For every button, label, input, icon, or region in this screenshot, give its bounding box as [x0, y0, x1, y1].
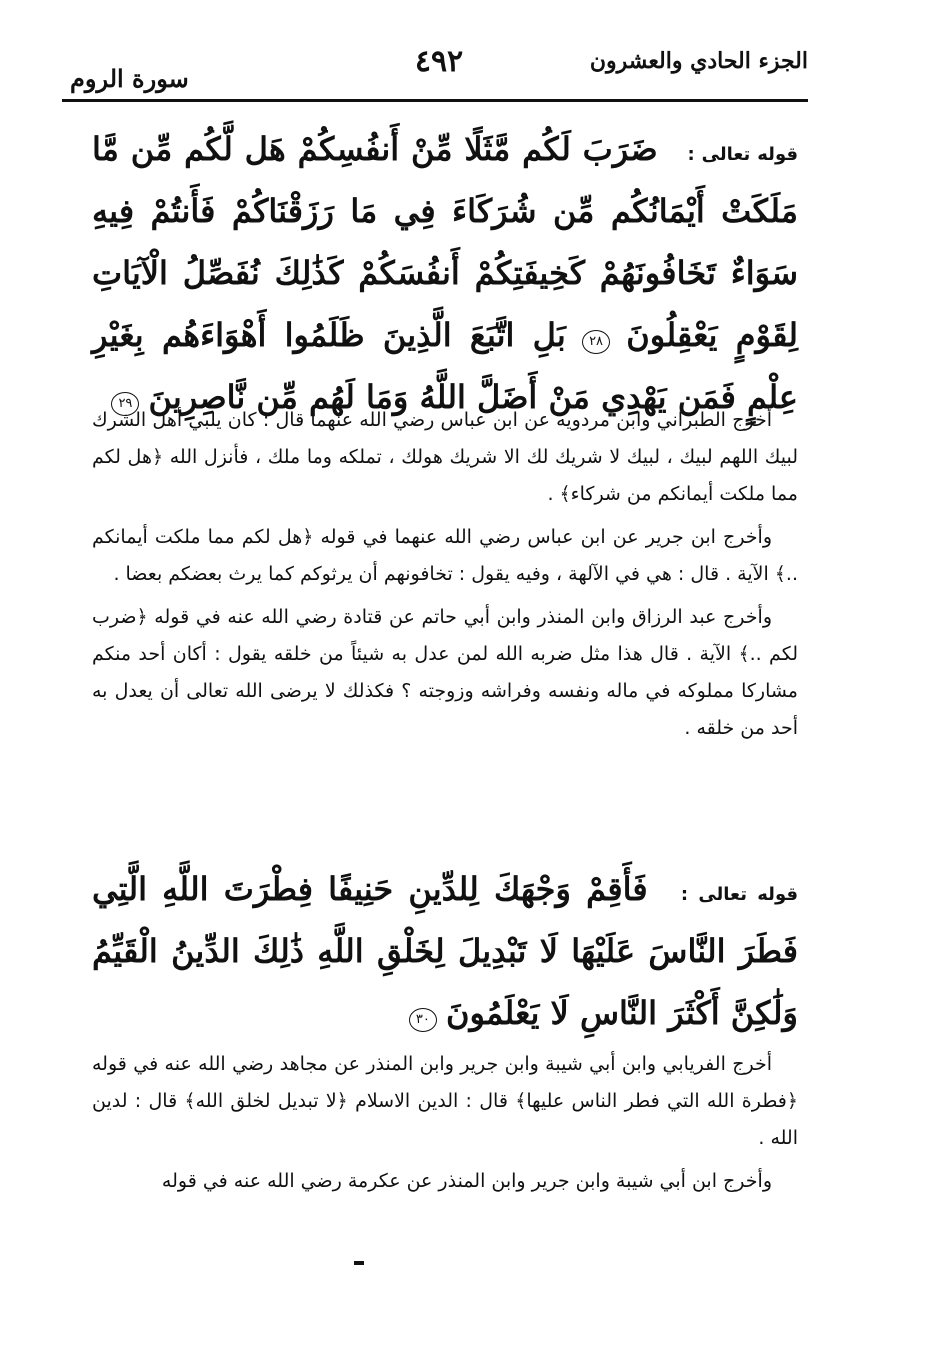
page-mark: [354, 1261, 364, 1265]
verse-block-1: [92, 118, 798, 428]
commentary-paragraph: وأخرج ابن أبي شيبة وابن جرير وابن المنذر عن عكرمة رضي الله عنه في قوله: [161, 1170, 772, 1192]
page-number: ٤٩٢: [414, 44, 464, 79]
verse-text: ضَرَبَ لَكُم مَّثَلًا مِّنْ أَنفُسِكُمْ هَل لَّكُم مِّن مَّا مَلَكَتْ أَيْمَانُكُم مِّن شُرَكَاءَ فِي مَا رَزَقْنَاكُمْ فَأَنتُمْ فِيهِ سَوَاءٌ تَخَافُونَهُمْ كَخِيفَتِكُمْ أَنفُسَكُمْ كَذَٰلِكَ نُفَصِّلُ الْآيَاتِ لِقَوْمٍ يَعْقِلُونَ: [92, 130, 799, 354]
verse-block-2: [92, 858, 798, 1044]
commentary-block-2: [92, 1046, 798, 1206]
verse-number: ٣٠: [409, 1008, 437, 1032]
commentary-paragraph: أخرج الطبراني وابن مردويه عن ابن عباس رضي الله عنهما قال : كان يلبي أهل الشرك لبيك اللهم لبيك ، لبيك لا شريك لك الا شريك هولك ، تملكه وما ملك ، فأنزل الله ﴿هل لكم مما ملكت أيمانكم من شركاء﴾ .: [92, 409, 798, 505]
verse-text: بَلِ اتَّبَعَ الَّذِينَ ظَلَمُوا أَهْوَاءَهُم بِغَيْرِ عِلْمٍ فَمَن يَهْدِي مَنْ أَضَلَّ اللَّهُ وَمَا لَهُم مِّن نَّاصِرِينَ: [92, 316, 798, 416]
header-rule: [62, 99, 808, 102]
commentary-paragraph: وأخرج عبد الرزاق وابن المنذر وابن أبي حاتم عن قتادة رضي الله عنه في قوله ﴿ضرب لكم ..﴾ الآية . قال هذا مثل ضربه الله لمن عدل به شيئاً من خلقه يقول : أكان أحد منكم مشاركا مملوكه في ماله ونفسه وفراشه وزوجته ؟ فكذلك لا يرضى الله تعالى أن يعدل به أحد من خلقه .: [92, 606, 798, 739]
commentary-paragraph: وأخرج ابن جرير عن ابن عباس رضي الله عنهما في قوله ﴿هل لكم مما ملكت أيمانكم ..﴾ الآية . قال : هي في الآلهة ، وفيه يقول : تخافونهم أن يرثوكم كما يرث بعضكم بعضا .: [92, 526, 798, 585]
verse-text: فَأَقِمْ وَجْهَكَ لِلدِّينِ حَنِيفًا فِطْرَتَ اللَّهِ الَّتِي فَطَرَ النَّاسَ عَلَيْهَا لَا تَبْدِيلَ لِخَلْقِ اللَّهِ ذَٰلِكَ الدِّينُ الْقَيِّمُ وَلَٰكِنَّ أَكْثَرَ النَّاسِ لَا يَعْلَمُونَ: [92, 870, 799, 1032]
page-header: [70, 40, 808, 96]
verse-intro: قوله تعالى :: [680, 884, 799, 905]
verse-intro: قوله تعالى :: [687, 144, 799, 165]
verse-number: ٢٨: [582, 330, 610, 354]
commentary-paragraph: أخرج الفريابي وابن أبي شيبة وابن جرير وابن المنذر عن مجاهد رضي الله عنه في قوله ﴿فطرة الله التي فطر الناس عليها﴾ قال : الدين الاسلام ﴿لا تبديل لخلق الله﴾ قال : لدين الله .: [92, 1053, 798, 1149]
surah-title: سورة الروم: [70, 64, 189, 93]
part-title: الجزء الحادي والعشرون: [589, 48, 808, 74]
commentary-block-1: [92, 402, 798, 753]
verse-number: ٢٩: [111, 392, 139, 416]
